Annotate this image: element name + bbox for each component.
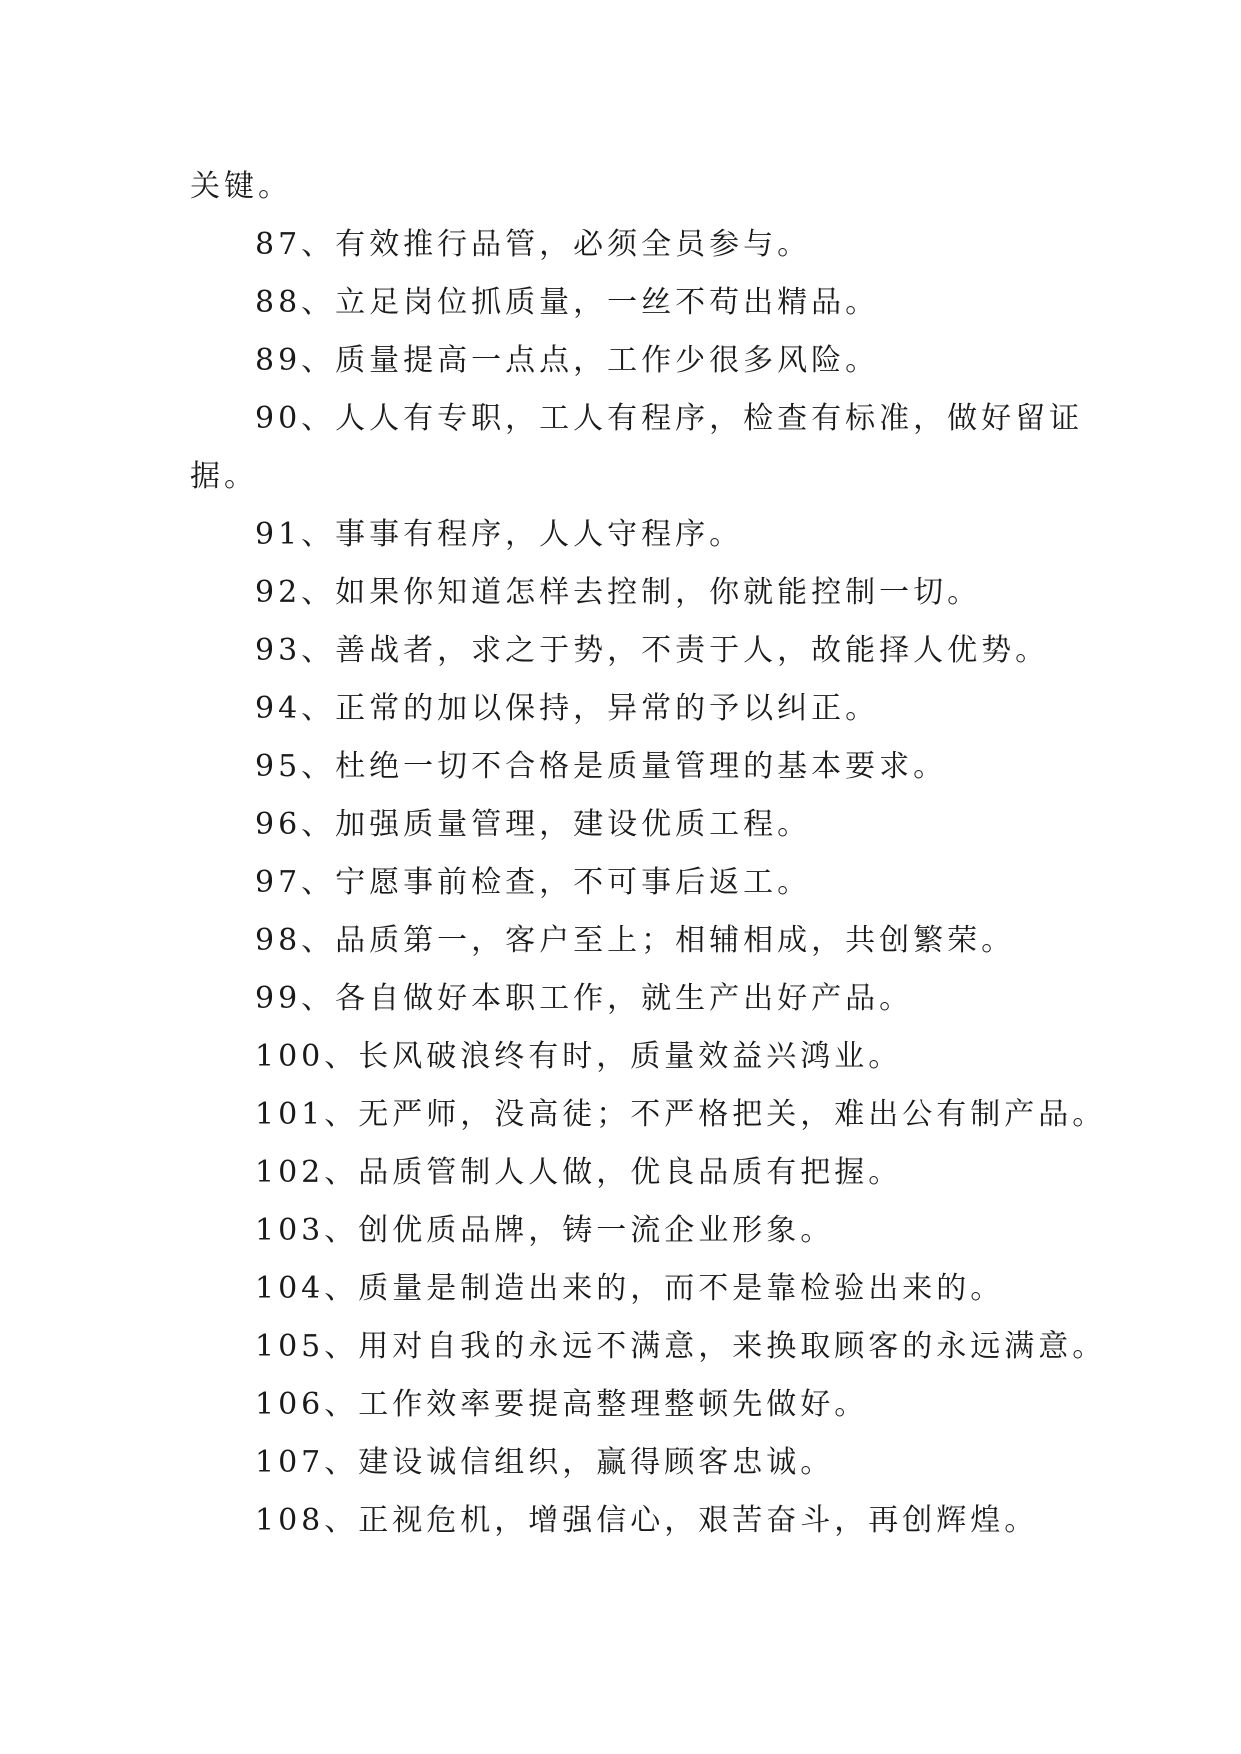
text-line: 98、品质第一，客户至上；相辅相成，共创繁荣。 bbox=[255, 923, 1016, 958]
text-line: 99、各自做好本职工作，就生产出好产品。 bbox=[255, 981, 914, 1016]
text-line: 92、如果你知道怎样去控制，你就能控制一切。 bbox=[255, 575, 982, 610]
body-text bbox=[190, 158, 1107, 1550]
text-line: 关键。 bbox=[190, 169, 292, 204]
text-line: 106、工作效率要提高整理整顿先做好。 bbox=[255, 1387, 869, 1422]
text-line: 93、善战者，求之于势，不责于人，故能择人优势。 bbox=[255, 633, 1050, 668]
text-line: 88、立足岗位抓质量，一丝不苟出精品。 bbox=[255, 285, 880, 320]
text-line: 据。 bbox=[190, 459, 258, 494]
text-line: 100、长风破浪终有时，质量效益兴鸿业。 bbox=[255, 1039, 903, 1074]
text-line: 102、品质管制人人做，优良品质有把握。 bbox=[255, 1155, 903, 1190]
text-line: 108、正视危机，增强信心，艰苦奋斗，再创辉煌。 bbox=[255, 1503, 1039, 1538]
text-line: 91、事事有程序，人人守程序。 bbox=[255, 517, 744, 552]
text-line: 105、用对自我的永远不满意，来换取顾客的永远满意。 bbox=[255, 1329, 1107, 1364]
text-line: 97、宁愿事前检查，不可事后返工。 bbox=[255, 865, 812, 900]
text-line: 96、加强质量管理，建设优质工程。 bbox=[255, 807, 812, 842]
text-line: 90、人人有专职，工人有程序，检查有标准，做好留证 bbox=[255, 401, 1084, 436]
text-line: 101、无严师，没高徒；不严格把关，难出公有制产品。 bbox=[255, 1097, 1107, 1132]
text-line: 103、创优质品牌，铸一流企业形象。 bbox=[255, 1213, 835, 1248]
text-line: 107、建设诚信组织，赢得顾客忠诚。 bbox=[255, 1445, 835, 1480]
text-line: 89、质量提高一点点，工作少很多风险。 bbox=[255, 343, 880, 378]
text-line: 87、有效推行品管，必须全员参与。 bbox=[255, 227, 812, 262]
text-line: 94、正常的加以保持，异常的予以纠正。 bbox=[255, 691, 880, 726]
text-line: 95、杜绝一切不合格是质量管理的基本要求。 bbox=[255, 749, 948, 784]
text-line: 104、质量是制造出来的，而不是靠检验出来的。 bbox=[255, 1271, 1005, 1306]
